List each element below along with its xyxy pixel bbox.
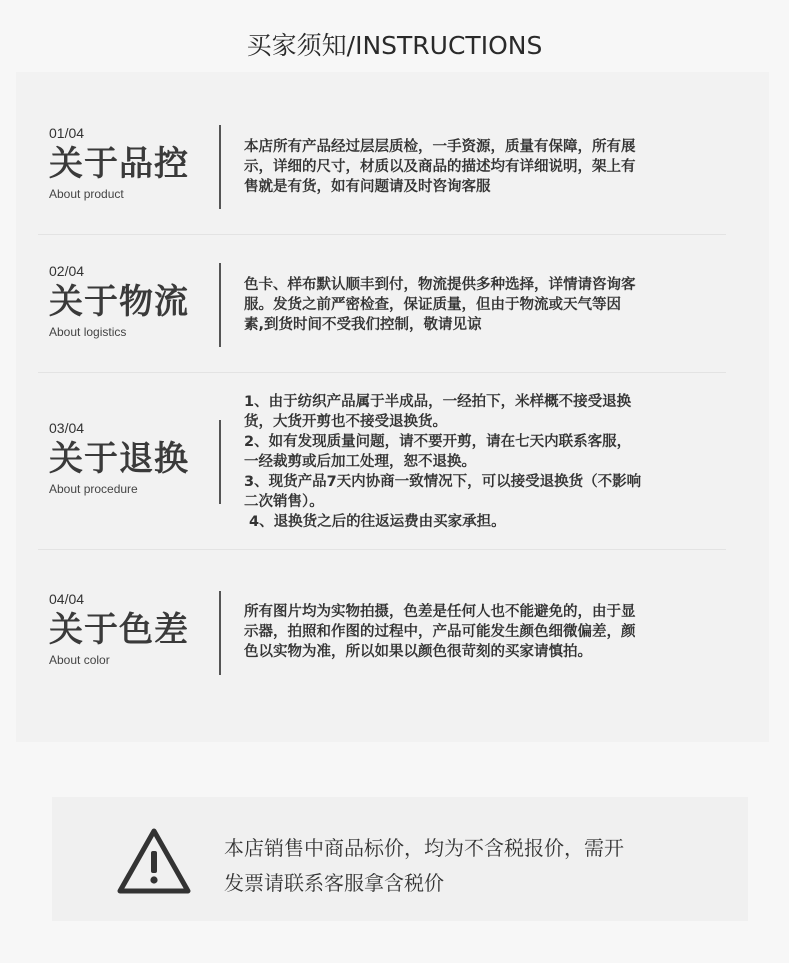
section-subtitle: About color bbox=[49, 653, 110, 667]
section-subtitle: About logistics bbox=[49, 325, 127, 339]
body-line: 2、如有发现质量问题，请不要开剪，请在七天内联系客服， bbox=[244, 434, 632, 450]
section-number: 02/04 bbox=[49, 263, 85, 279]
body-line: 二次销售）。 bbox=[244, 494, 324, 510]
body-line: 4、退换货之后的往返运费由买家承担。 bbox=[244, 514, 506, 530]
page-title: 买家须知/INSTRUCTIONS bbox=[246, 31, 543, 60]
warning-triangle-icon bbox=[116, 827, 192, 895]
vertical-divider bbox=[219, 263, 221, 347]
section-header bbox=[49, 125, 219, 201]
section-logistics bbox=[16, 263, 769, 353]
body-line: 1、由于纺织产品属于半成品，一经拍下，米样概不接受退换 bbox=[244, 394, 632, 410]
body-line: 示器，拍照和作图的过程中，产品可能发生颜色细微偏差，颜 bbox=[244, 624, 636, 640]
body-line: 服。发货之前严密检查，保证质量，但由于物流或天气等因 bbox=[244, 297, 621, 313]
section-number: 03/04 bbox=[49, 420, 85, 436]
notice-text bbox=[224, 831, 724, 901]
tax-notice bbox=[52, 797, 748, 921]
body-line: 一经裁剪或后加工处理，恕不退换。 bbox=[244, 454, 476, 470]
section-body bbox=[244, 602, 744, 662]
section-separator bbox=[38, 549, 726, 550]
notice-line: 发票请联系客服拿含税价 bbox=[224, 871, 444, 895]
section-title: 关于退换 bbox=[49, 439, 189, 479]
body-line: 本店所有产品经过层层质检，一手资源，质量有保障，所有展 bbox=[244, 139, 636, 155]
section-color bbox=[16, 591, 769, 681]
body-line: 色卡、样布默认顺丰到付，物流提供多种选择，详情请咨询客 bbox=[244, 277, 636, 293]
body-line: 货，大货开剪也不接受退换货。 bbox=[244, 414, 447, 430]
section-separator bbox=[38, 372, 726, 373]
section-number: 04/04 bbox=[49, 591, 85, 607]
section-subtitle: About procedure bbox=[49, 482, 138, 496]
body-line: 示，详细的尺寸，材质以及商品的描述均有详细说明，架上有 bbox=[244, 159, 636, 175]
section-body bbox=[244, 392, 744, 532]
vertical-divider bbox=[219, 591, 221, 675]
section-header bbox=[49, 263, 219, 339]
section-number: 01/04 bbox=[49, 125, 85, 141]
body-line: 素,到货时间不受我们控制，敬请见谅 bbox=[244, 317, 482, 333]
section-subtitle: About product bbox=[49, 187, 124, 201]
section-procedure bbox=[16, 394, 769, 530]
vertical-divider bbox=[219, 420, 221, 504]
section-body bbox=[244, 137, 744, 197]
section-body bbox=[244, 275, 744, 335]
section-title: 关于品控 bbox=[49, 144, 189, 184]
section-title: 关于物流 bbox=[49, 282, 189, 322]
body-line: 所有图片均为实物拍摄，色差是任何人也不能避免的，由于显 bbox=[244, 604, 636, 620]
section-header bbox=[49, 420, 219, 496]
vertical-divider bbox=[219, 125, 221, 209]
body-line: 色以实物为准，所以如果以颜色很苛刻的买家请慎拍。 bbox=[244, 644, 592, 660]
notice-line: 本店销售中商品标价，均为不含税报价，需开 bbox=[224, 836, 624, 860]
body-line: 售就是有货，如有问题请及时咨询客服 bbox=[244, 179, 491, 195]
body-line: 3、现货产品7天内协商一致情况下，可以接受退换货（不影响 bbox=[244, 474, 642, 490]
instructions-panel bbox=[16, 72, 769, 742]
section-separator bbox=[38, 234, 726, 235]
section-title: 关于色差 bbox=[49, 610, 189, 650]
section-header bbox=[49, 591, 219, 667]
section-product bbox=[16, 125, 769, 215]
